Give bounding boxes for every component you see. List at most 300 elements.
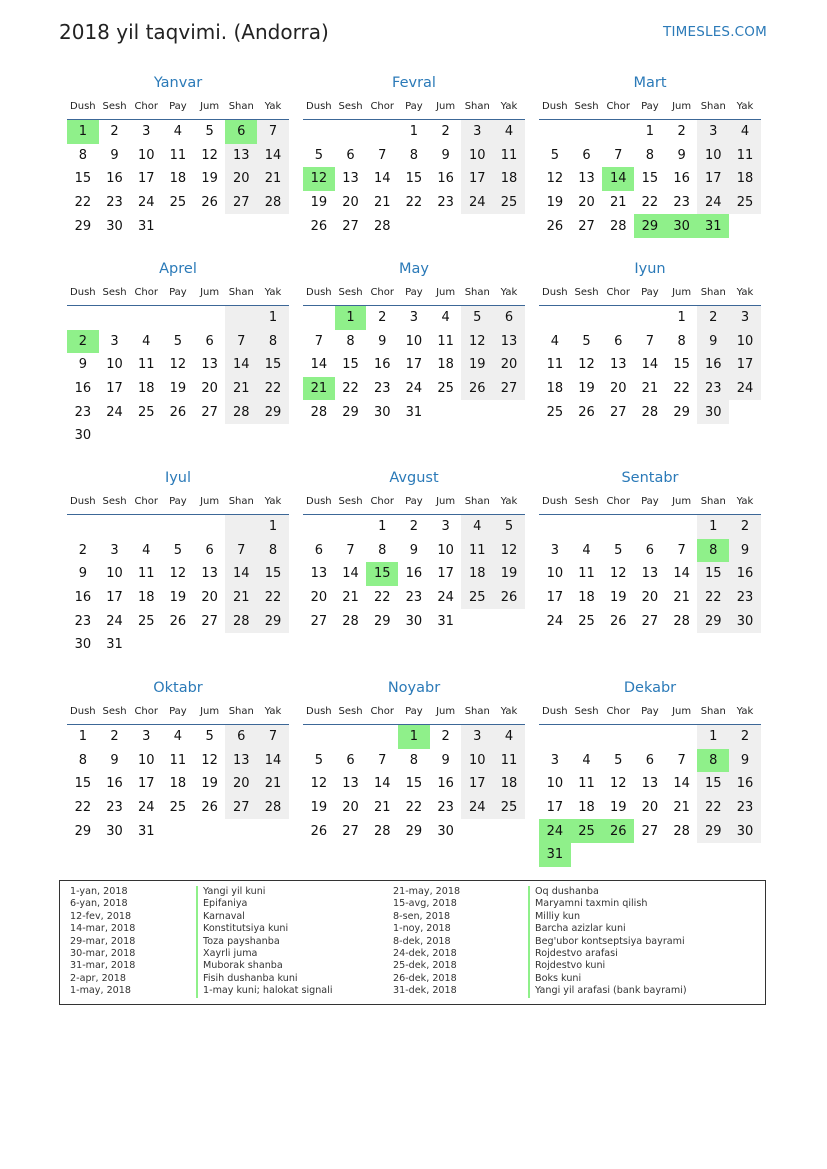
day-cell: 19 — [169, 381, 187, 397]
weekday-label: Yak — [736, 495, 754, 507]
month-avgust — [303, 468, 525, 633]
day-cell: 3 — [550, 542, 559, 558]
day-grid — [539, 306, 761, 424]
day-cell: 20 — [201, 381, 218, 397]
day-cell: 19 — [493, 562, 525, 586]
day-cell: 20 — [201, 590, 218, 606]
day-grid — [303, 306, 525, 424]
holiday-name: Yangi yil kuni — [196, 886, 333, 898]
weekday-label: Dush — [542, 100, 568, 112]
day-cell: 21 — [609, 195, 627, 211]
holiday-name: Konstitutsiya kuni — [196, 923, 333, 935]
day-cell: 26 — [310, 823, 328, 839]
day-cell: 1 — [645, 124, 655, 140]
holiday-date: 31-mar, 2018 — [70, 960, 136, 972]
empty-day-cell — [303, 306, 335, 330]
empty-day-cell — [634, 306, 666, 330]
day-cell: 6 — [205, 333, 214, 349]
day-cell: 18 — [729, 167, 761, 191]
weekday-label: Chor — [370, 495, 394, 507]
day-cell: 11 — [578, 566, 595, 582]
holiday-day-cell: 25 — [571, 819, 603, 843]
day-cell: 18 — [461, 562, 493, 586]
day-grid — [539, 515, 761, 633]
weekday-label: Chor — [134, 100, 158, 112]
month-sentabr — [539, 468, 761, 633]
weekday-header — [67, 279, 289, 306]
weekday-label: Jum — [200, 100, 220, 112]
month-title: Oktabr — [153, 680, 203, 696]
day-cell: 19 — [201, 171, 218, 187]
page-title: 2018 yil taqvimi. (Andorra) — [59, 20, 329, 44]
day-cell: 16 — [74, 590, 92, 606]
weekday-label: Sesh — [338, 286, 363, 298]
empty-day-cell — [130, 515, 162, 539]
empty-day-cell — [335, 120, 367, 144]
day-cell: 5 — [614, 752, 623, 768]
empty-day-cell — [99, 515, 131, 539]
day-cell: 26 — [493, 586, 525, 610]
day-cell: 6 — [645, 542, 655, 558]
day-cell: 27 — [342, 823, 359, 839]
day-cell: 15 — [673, 357, 690, 373]
month-title: Avgust — [389, 470, 439, 486]
day-cell: 30 — [437, 823, 454, 839]
weekday-label: Chor — [370, 100, 394, 112]
weekday-label: Shan — [228, 705, 254, 717]
day-cell: 7 — [257, 725, 289, 749]
day-cell: 21 — [641, 381, 659, 397]
weekday-label: Dush — [306, 286, 332, 298]
day-cell: 13 — [641, 566, 659, 582]
day-cell: 4 — [550, 333, 559, 349]
day-cell: 17 — [461, 167, 493, 191]
day-cell: 5 — [205, 729, 214, 745]
day-cell: 6 — [346, 752, 355, 768]
holiday-name: Epifaniya — [196, 898, 333, 910]
day-cell: 15 — [74, 776, 92, 792]
day-cell: 14 — [225, 353, 257, 377]
month-yanvar — [67, 73, 289, 238]
day-cell: 29 — [342, 404, 359, 420]
day-cell: 9 — [729, 749, 761, 773]
empty-day-cell — [162, 306, 194, 330]
day-cell: 9 — [729, 539, 761, 563]
day-cell: 10 — [137, 147, 155, 163]
day-cell: 7 — [677, 542, 686, 558]
day-cell: 23 — [673, 195, 690, 211]
weekday-header — [67, 93, 289, 120]
day-cell: 7 — [314, 333, 323, 349]
day-cell: 1 — [677, 310, 686, 326]
empty-day-cell — [162, 515, 194, 539]
weekday-label: Dush — [70, 100, 96, 112]
weekday-label: Chor — [606, 495, 630, 507]
day-cell: 5 — [550, 147, 559, 163]
day-cell: 26 — [310, 218, 328, 234]
day-cell: 20 — [342, 800, 359, 816]
day-cell: 27 — [342, 218, 359, 234]
month-title: Sentabr — [621, 470, 679, 486]
day-cell: 30 — [729, 609, 761, 633]
day-cell: 2 — [110, 124, 119, 140]
weekday-header — [539, 698, 761, 725]
day-cell: 20 — [578, 195, 595, 211]
day-cell: 9 — [110, 752, 119, 768]
month-iyun — [539, 259, 761, 424]
day-cell: 4 — [142, 542, 151, 558]
weekday-label: Jum — [672, 705, 692, 717]
day-cell: 4 — [582, 542, 591, 558]
day-cell: 28 — [673, 823, 690, 839]
month-may — [303, 259, 525, 424]
day-cell: 31 — [137, 218, 155, 234]
day-cell: 26 — [169, 613, 187, 629]
weekday-header — [303, 698, 525, 725]
holiday-day-cell: 30 — [666, 214, 698, 238]
empty-day-cell — [634, 515, 666, 539]
holiday-day-cell: 2 — [67, 330, 99, 354]
day-cell: 22 — [257, 586, 289, 610]
holiday-list — [59, 880, 766, 1005]
day-cell: 14 — [373, 776, 391, 792]
day-cell: 24 — [729, 377, 761, 401]
weekday-header — [539, 93, 761, 120]
day-cell: 30 — [729, 819, 761, 843]
day-cell: 3 — [409, 310, 419, 326]
day-cell: 23 — [729, 796, 761, 820]
day-cell: 25 — [137, 613, 155, 629]
day-cell: 5 — [614, 542, 623, 558]
weekday-label: Jum — [436, 705, 456, 717]
day-cell: 25 — [546, 404, 564, 420]
day-cell: 26 — [169, 404, 187, 420]
day-cell: 12 — [461, 330, 493, 354]
holiday-name: Maryamni taxmin qilish — [528, 898, 687, 910]
day-cell: 30 — [697, 400, 729, 424]
month-title: Iyun — [634, 261, 666, 277]
weekday-label: Shan — [700, 286, 726, 298]
holiday-day-cell: 12 — [303, 167, 335, 191]
day-cell: 5 — [314, 147, 323, 163]
holiday-date: 6-yan, 2018 — [70, 898, 128, 910]
day-cell: 12 — [546, 171, 564, 187]
day-cell: 18 — [493, 167, 525, 191]
day-cell: 13 — [201, 357, 218, 373]
holiday-day-cell: 31 — [539, 843, 571, 867]
weekday-label: Pay — [405, 100, 423, 112]
holiday-day-cell: 21 — [303, 377, 335, 401]
weekday-label: Chor — [606, 705, 630, 717]
day-cell: 30 — [74, 637, 92, 653]
day-cell: 14 — [225, 562, 257, 586]
day-cell: 1 — [697, 725, 729, 749]
day-cell: 25 — [493, 191, 525, 215]
day-cell: 8 — [78, 147, 87, 163]
day-cell: 22 — [74, 195, 92, 211]
empty-day-cell — [335, 515, 367, 539]
day-cell: 26 — [578, 404, 595, 420]
weekday-header — [303, 279, 525, 306]
weekday-label: Shan — [700, 495, 726, 507]
day-cell: 15 — [697, 772, 729, 796]
day-cell: 3 — [441, 519, 450, 535]
holiday-day-cell: 1 — [67, 120, 99, 144]
holiday-dates-left — [70, 886, 135, 998]
weekday-label: Sesh — [574, 495, 599, 507]
day-cell: 12 — [578, 357, 595, 373]
day-cell: 20 — [609, 381, 627, 397]
weekday-header — [303, 488, 525, 515]
weekday-label: Sesh — [102, 495, 127, 507]
month-aprel — [67, 259, 289, 448]
empty-day-cell — [571, 725, 603, 749]
day-cell: 11 — [169, 147, 187, 163]
day-cell: 18 — [437, 357, 454, 373]
weekday-label: Jum — [672, 286, 692, 298]
day-cell: 27 — [641, 823, 659, 839]
weekday-label: Sesh — [102, 100, 127, 112]
holiday-day-cell: 29 — [634, 214, 666, 238]
day-cell: 3 — [697, 120, 729, 144]
day-cell: 27 — [201, 613, 218, 629]
day-cell: 5 — [173, 542, 183, 558]
holiday-day-cell: 6 — [225, 120, 257, 144]
day-cell: 27 — [225, 796, 257, 820]
day-cell: 18 — [493, 772, 525, 796]
weekday-label: Jum — [436, 495, 456, 507]
day-cell: 4 — [173, 729, 183, 745]
holiday-name: Barcha azizlar kuni — [528, 923, 687, 935]
day-cell: 1 — [697, 515, 729, 539]
weekday-header — [67, 698, 289, 725]
month-title: Mart — [633, 75, 667, 91]
holiday-date: 8-dek, 2018 — [393, 935, 451, 947]
weekday-label: Sesh — [338, 100, 363, 112]
holiday-name: Oq dushanba — [528, 886, 687, 898]
holiday-date: 30-mar, 2018 — [70, 948, 136, 960]
day-cell: 19 — [201, 776, 218, 792]
day-cell: 10 — [697, 144, 729, 168]
weekday-label: Pay — [405, 286, 423, 298]
day-cell: 7 — [614, 147, 623, 163]
day-cell: 6 — [493, 306, 525, 330]
day-cell: 11 — [137, 357, 155, 373]
day-cell: 27 — [493, 377, 525, 401]
day-cell: 24 — [137, 195, 155, 211]
day-cell: 2 — [441, 124, 450, 140]
day-cell: 4 — [582, 752, 591, 768]
day-cell: 22 — [74, 800, 92, 816]
day-cell: 23 — [729, 586, 761, 610]
day-cell: 23 — [74, 613, 92, 629]
day-cell: 4 — [461, 515, 493, 539]
day-cell: 22 — [373, 590, 391, 606]
day-cell: 21 — [373, 800, 391, 816]
day-cell: 8 — [346, 333, 355, 349]
day-cell: 13 — [578, 171, 595, 187]
empty-day-cell — [194, 306, 226, 330]
day-cell: 16 — [373, 357, 391, 373]
weekday-label: Pay — [405, 495, 423, 507]
day-cell: 4 — [441, 310, 450, 326]
day-cell: 1 — [378, 519, 387, 535]
day-cell: 17 — [437, 566, 454, 582]
day-cell: 16 — [106, 776, 123, 792]
day-cell: 5 — [493, 515, 525, 539]
day-cell: 9 — [697, 330, 729, 354]
month-title: Iyul — [164, 470, 192, 486]
day-cell: 10 — [106, 357, 123, 373]
day-cell: 18 — [169, 171, 187, 187]
holiday-name: Fisih dushanba kuni — [196, 973, 333, 985]
weekday-label: Pay — [641, 705, 659, 717]
day-cell: 18 — [546, 381, 564, 397]
day-cell: 14 — [257, 144, 289, 168]
day-cell: 16 — [437, 171, 454, 187]
day-cell: 27 — [225, 191, 257, 215]
day-cell: 11 — [578, 776, 595, 792]
weekday-label: Pay — [169, 100, 187, 112]
holiday-date: 1-may, 2018 — [70, 985, 131, 997]
day-cell: 28 — [257, 796, 289, 820]
day-cell: 14 — [373, 171, 391, 187]
day-cell: 31 — [106, 637, 123, 653]
holiday-day-cell: 24 — [539, 819, 571, 843]
day-cell: 25 — [137, 404, 155, 420]
day-cell: 1 — [409, 124, 419, 140]
day-cell: 5 — [173, 333, 183, 349]
month-iyul — [67, 468, 289, 657]
day-cell: 14 — [342, 566, 359, 582]
day-cell: 20 — [641, 590, 659, 606]
day-cell: 14 — [310, 357, 328, 373]
day-cell: 17 — [546, 590, 564, 606]
empty-day-cell — [225, 306, 257, 330]
day-cell: 13 — [641, 776, 659, 792]
day-cell: 20 — [493, 353, 525, 377]
day-cell: 15 — [257, 353, 289, 377]
day-grid — [539, 120, 761, 238]
day-cell: 19 — [609, 800, 627, 816]
weekday-label: Yak — [736, 705, 754, 717]
day-cell: 16 — [405, 566, 423, 582]
day-cell: 17 — [546, 800, 564, 816]
weekday-label: Yak — [264, 286, 282, 298]
day-cell: 21 — [342, 590, 359, 606]
day-cell: 22 — [697, 796, 729, 820]
weekday-label: Shan — [700, 705, 726, 717]
day-cell: 16 — [437, 776, 454, 792]
day-cell: 6 — [346, 147, 355, 163]
day-cell: 13 — [310, 566, 328, 582]
weekday-label: Chor — [606, 100, 630, 112]
day-cell: 15 — [641, 171, 659, 187]
day-cell: 13 — [225, 144, 257, 168]
site-link[interactable]: TIMESLES.COM — [663, 24, 767, 40]
day-cell: 17 — [729, 353, 761, 377]
day-cell: 5 — [582, 333, 591, 349]
day-cell: 7 — [225, 330, 257, 354]
day-cell: 19 — [578, 381, 595, 397]
empty-day-cell — [130, 306, 162, 330]
day-cell: 9 — [441, 752, 450, 768]
day-cell: 24 — [106, 613, 123, 629]
day-cell: 20 — [641, 800, 659, 816]
day-cell: 27 — [201, 404, 218, 420]
day-cell: 2 — [78, 542, 87, 558]
day-grid — [303, 725, 525, 843]
day-cell: 20 — [342, 195, 359, 211]
day-cell: 11 — [493, 749, 525, 773]
day-cell: 25 — [461, 586, 493, 610]
day-cell: 2 — [697, 306, 729, 330]
weekday-label: Pay — [405, 705, 423, 717]
day-cell: 24 — [137, 800, 155, 816]
weekday-label: Dush — [542, 705, 568, 717]
day-cell: 15 — [697, 562, 729, 586]
empty-day-cell — [539, 725, 571, 749]
month-title: Fevral — [392, 75, 436, 91]
day-cell: 22 — [697, 586, 729, 610]
day-cell: 27 — [641, 613, 659, 629]
empty-day-cell — [67, 306, 99, 330]
weekday-label: Shan — [464, 705, 490, 717]
day-cell: 12 — [609, 776, 627, 792]
empty-day-cell — [335, 725, 367, 749]
weekday-label: Shan — [228, 495, 254, 507]
day-cell: 28 — [609, 218, 627, 234]
weekday-label: Yak — [500, 286, 518, 298]
weekday-label: Chor — [370, 705, 394, 717]
month-title: Noyabr — [387, 680, 441, 696]
day-cell: 25 — [578, 613, 595, 629]
weekday-label: Pay — [169, 286, 187, 298]
day-cell: 30 — [106, 218, 123, 234]
holiday-day-cell: 8 — [697, 749, 729, 773]
day-cell: 23 — [373, 381, 391, 397]
day-cell: 7 — [378, 752, 387, 768]
day-cell: 18 — [578, 800, 595, 816]
weekday-label: Chor — [134, 705, 158, 717]
day-cell: 3 — [729, 306, 761, 330]
day-cell: 17 — [137, 171, 155, 187]
day-cell: 4 — [729, 120, 761, 144]
weekday-label: Pay — [641, 286, 659, 298]
day-cell: 9 — [78, 566, 87, 582]
day-cell: 8 — [257, 330, 289, 354]
day-cell: 21 — [257, 167, 289, 191]
holiday-dates-right — [393, 886, 460, 998]
holiday-name: Xayrli juma — [196, 948, 333, 960]
day-cell: 26 — [546, 218, 564, 234]
day-cell: 31 — [405, 404, 423, 420]
empty-day-cell — [366, 725, 398, 749]
weekday-header — [67, 488, 289, 515]
day-cell: 11 — [729, 144, 761, 168]
day-cell: 29 — [697, 819, 729, 843]
day-cell: 5 — [461, 306, 493, 330]
day-cell: 15 — [405, 171, 423, 187]
day-cell: 11 — [493, 144, 525, 168]
day-cell: 22 — [257, 377, 289, 401]
day-cell: 6 — [205, 542, 214, 558]
empty-day-cell — [571, 515, 603, 539]
month-mart — [539, 73, 761, 238]
day-cell: 3 — [110, 542, 119, 558]
day-grid — [303, 120, 525, 238]
empty-day-cell — [602, 515, 634, 539]
